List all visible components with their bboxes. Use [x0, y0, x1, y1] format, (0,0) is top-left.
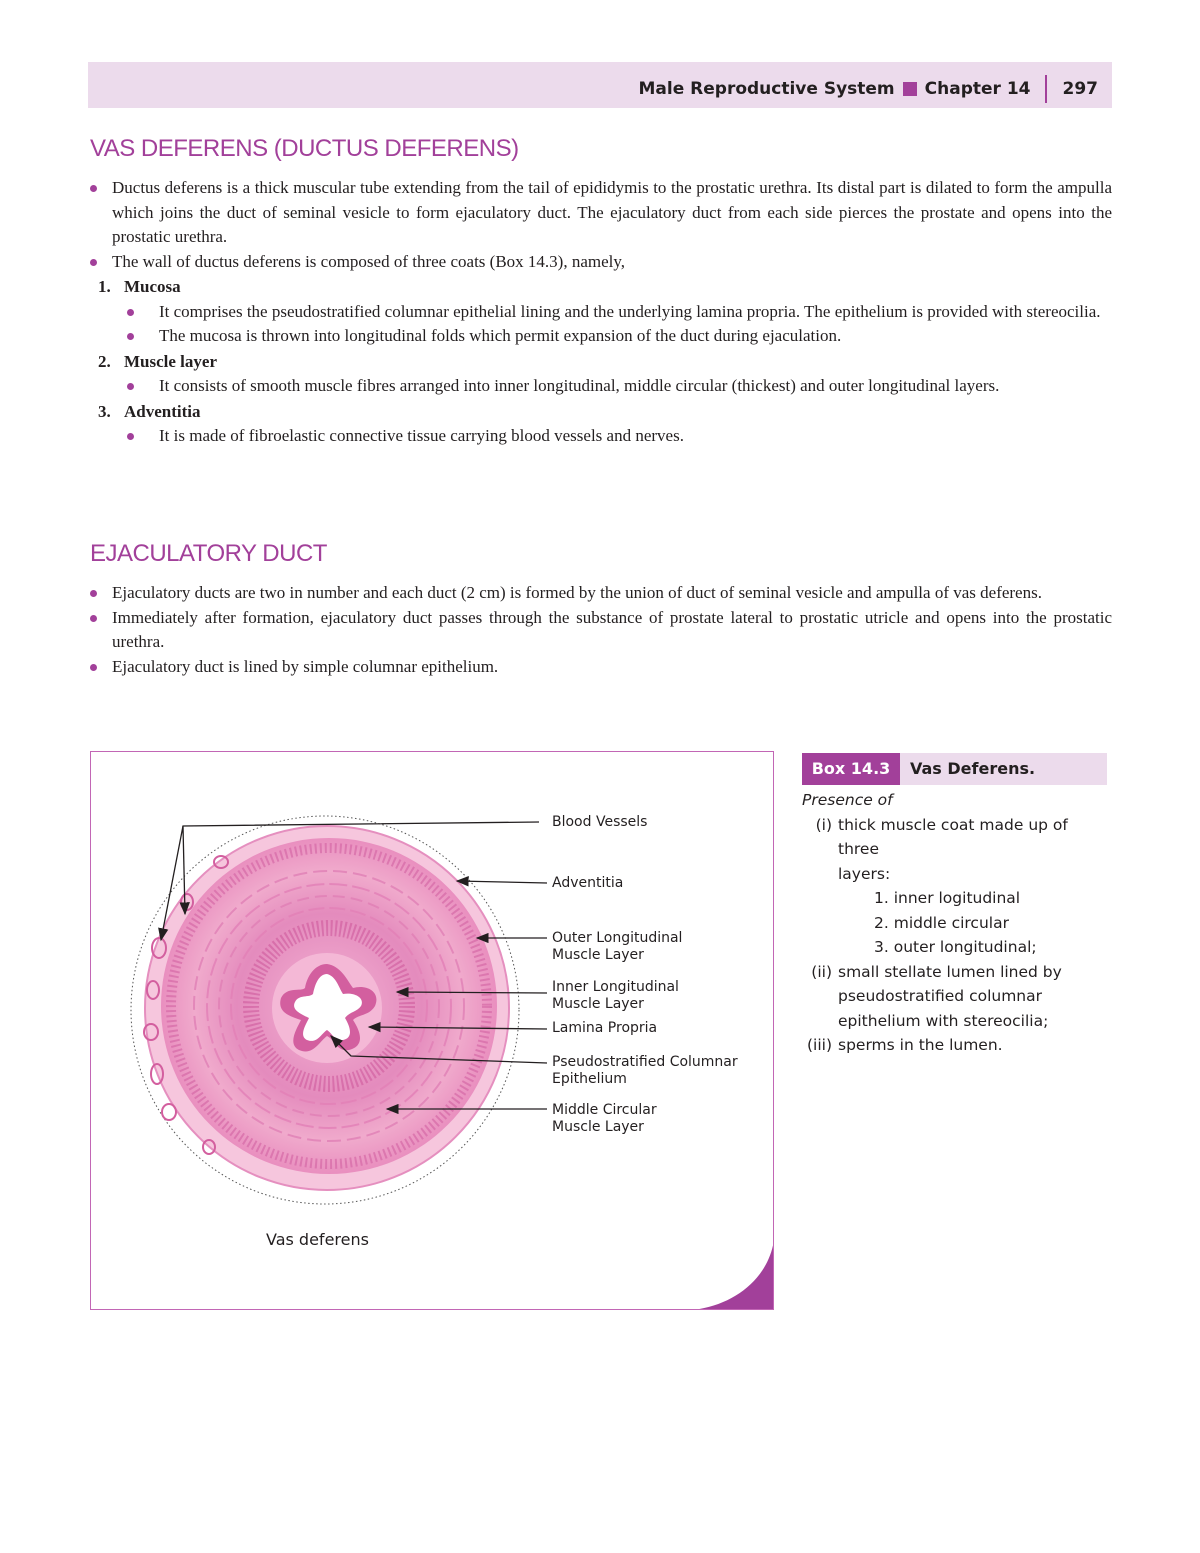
chapter-label: Chapter 14 — [924, 79, 1031, 99]
coat-number: 1. — [98, 277, 111, 296]
box-intro: Presence of — [802, 791, 893, 809]
sub-bullet: It is made of fibroelastic connective tissue carrying blood vessels and nerves. — [88, 424, 1112, 449]
coat-name: Muscle layer — [124, 351, 217, 371]
label-blood-vessels: Blood Vessels — [552, 814, 648, 830]
section-ejaculatory-duct-body — [88, 581, 1112, 679]
label-pseudostratified-epithelium: Pseudostratified Columnar Epithelium — [552, 1054, 738, 1087]
figure-corner-decoration — [692, 1240, 774, 1310]
box-item: (iii) sperms in the lumen. — [806, 1036, 1003, 1054]
coat-name: Mucosa — [124, 277, 181, 296]
label-middle-circular: Middle Circular Muscle Layer — [552, 1102, 657, 1135]
sub-bullet: The mucosa is thrown into longitudinal folds which permit expansion of the duct during ejaculation. — [88, 324, 1112, 349]
page-header — [88, 62, 1112, 108]
figure-caption: Vas deferens — [266, 1230, 369, 1249]
box-body — [802, 788, 1107, 1058]
chapter-title: Male Reproductive System — [638, 79, 895, 99]
histology-illustration — [91, 752, 774, 1310]
section-vas-deferens-body — [88, 176, 1112, 449]
header-divider — [1045, 75, 1047, 103]
box-label: Box 14.3 — [802, 753, 900, 785]
box-item: (i) thick muscle coat made up of three layers: 1. inner logitudinal 2. middle circular 3. outer longitudinal; — [815, 815, 1068, 956]
bullet-paragraph: Ductus deferens is a thick muscular tube extending from the tail of epididymis to the prostatic urethra. Its distal part is dilated to form the ampulla which joins the duct of seminal vesicle to form ejaculatory duct. The ejaculatory duct from each side pierces the prostate and opens into the prostatic urethra. — [88, 176, 1112, 250]
box-header — [802, 753, 1107, 785]
box-item: (ii) small stellate lumen lined by pseudostratified columnar epithelium with stereocilia; — [811, 962, 1062, 1030]
label-inner-longitudinal: Inner Longitudinal Muscle Layer — [552, 979, 679, 1012]
figure-vas-deferens — [90, 751, 774, 1310]
bullet-paragraph: Immediately after formation, ejaculatory duct passes through the substance of prostate lateral to prostatic utricle and opens into the prostatic urethra. — [88, 606, 1112, 655]
label-adventitia: Adventitia — [552, 875, 624, 891]
coat-heading-mucosa — [88, 275, 1112, 300]
page-number: 297 — [1062, 79, 1098, 99]
coat-name: Adventitia — [124, 401, 201, 421]
label-outer-longitudinal: Outer Longitudinal Muscle Layer — [552, 930, 683, 963]
coat-number: 2. — [98, 351, 111, 371]
coat-heading-adventitia — [88, 400, 1112, 425]
bullet-paragraph: The wall of ductus deferens is composed of three coats (Box 14.3), namely, — [88, 250, 1112, 275]
sub-bullet: It consists of smooth muscle fibres arranged into inner longitudinal, middle circular (thickest) and outer longitudinal layers. — [88, 374, 1112, 399]
section-title-ejaculatory-duct: EJACULATORY DUCT — [90, 540, 327, 567]
header-square-icon — [903, 82, 917, 96]
coat-heading-muscle-layer — [88, 350, 1112, 375]
bullet-paragraph: Ejaculatory duct is lined by simple columnar epithelium. — [88, 655, 1112, 680]
header-text — [638, 75, 1098, 103]
box-title: Vas Deferens. — [910, 759, 1036, 778]
sub-bullet: It comprises the pseudostratified columnar epithelial lining and the underlying lamina propria. The epithelium is provided with stereocilia. — [88, 300, 1112, 325]
label-lamina-propria: Lamina Propria — [552, 1020, 658, 1036]
coat-number: 3. — [98, 401, 111, 421]
section-title-vas-deferens: VAS DEFERENS (DUCTUS DEFERENS) — [90, 135, 519, 162]
bullet-paragraph: Ejaculatory ducts are two in number and each duct (2 cm) is formed by the union of duct of seminal vesicle and ampulla of vas deferens. — [88, 581, 1112, 606]
